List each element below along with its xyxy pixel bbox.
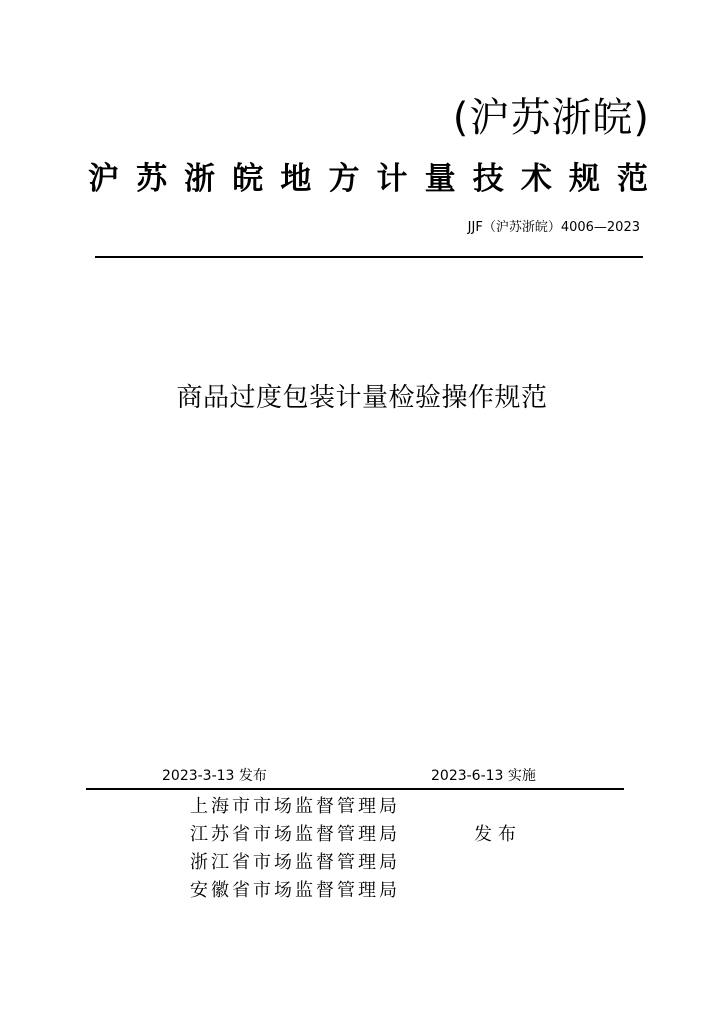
region-label: (沪苏浙皖)	[452, 95, 650, 141]
publish-label: 发布	[474, 824, 522, 845]
bottom-divider	[86, 788, 624, 790]
authority-anhui: 安徽省市场监督管理局	[190, 880, 400, 901]
top-divider	[95, 256, 643, 258]
issue-date: 2023-3-13 发布	[162, 768, 267, 784]
standard-code: JJF（沪苏浙皖）4006—2023	[467, 220, 640, 235]
implementation-date: 2023-6-13 实施	[431, 768, 536, 784]
authority-zhejiang: 浙江省市场监督管理局	[190, 852, 400, 873]
issuing-authorities	[190, 793, 400, 905]
series-title: 沪苏浙皖地方计量技术规范	[88, 161, 648, 197]
document-title: 商品过度包装计量检验操作规范	[176, 383, 548, 413]
authority-shanghai: 上海市市场监督管理局	[190, 796, 400, 817]
authority-jiangsu: 江苏省市场监督管理局	[190, 824, 400, 845]
